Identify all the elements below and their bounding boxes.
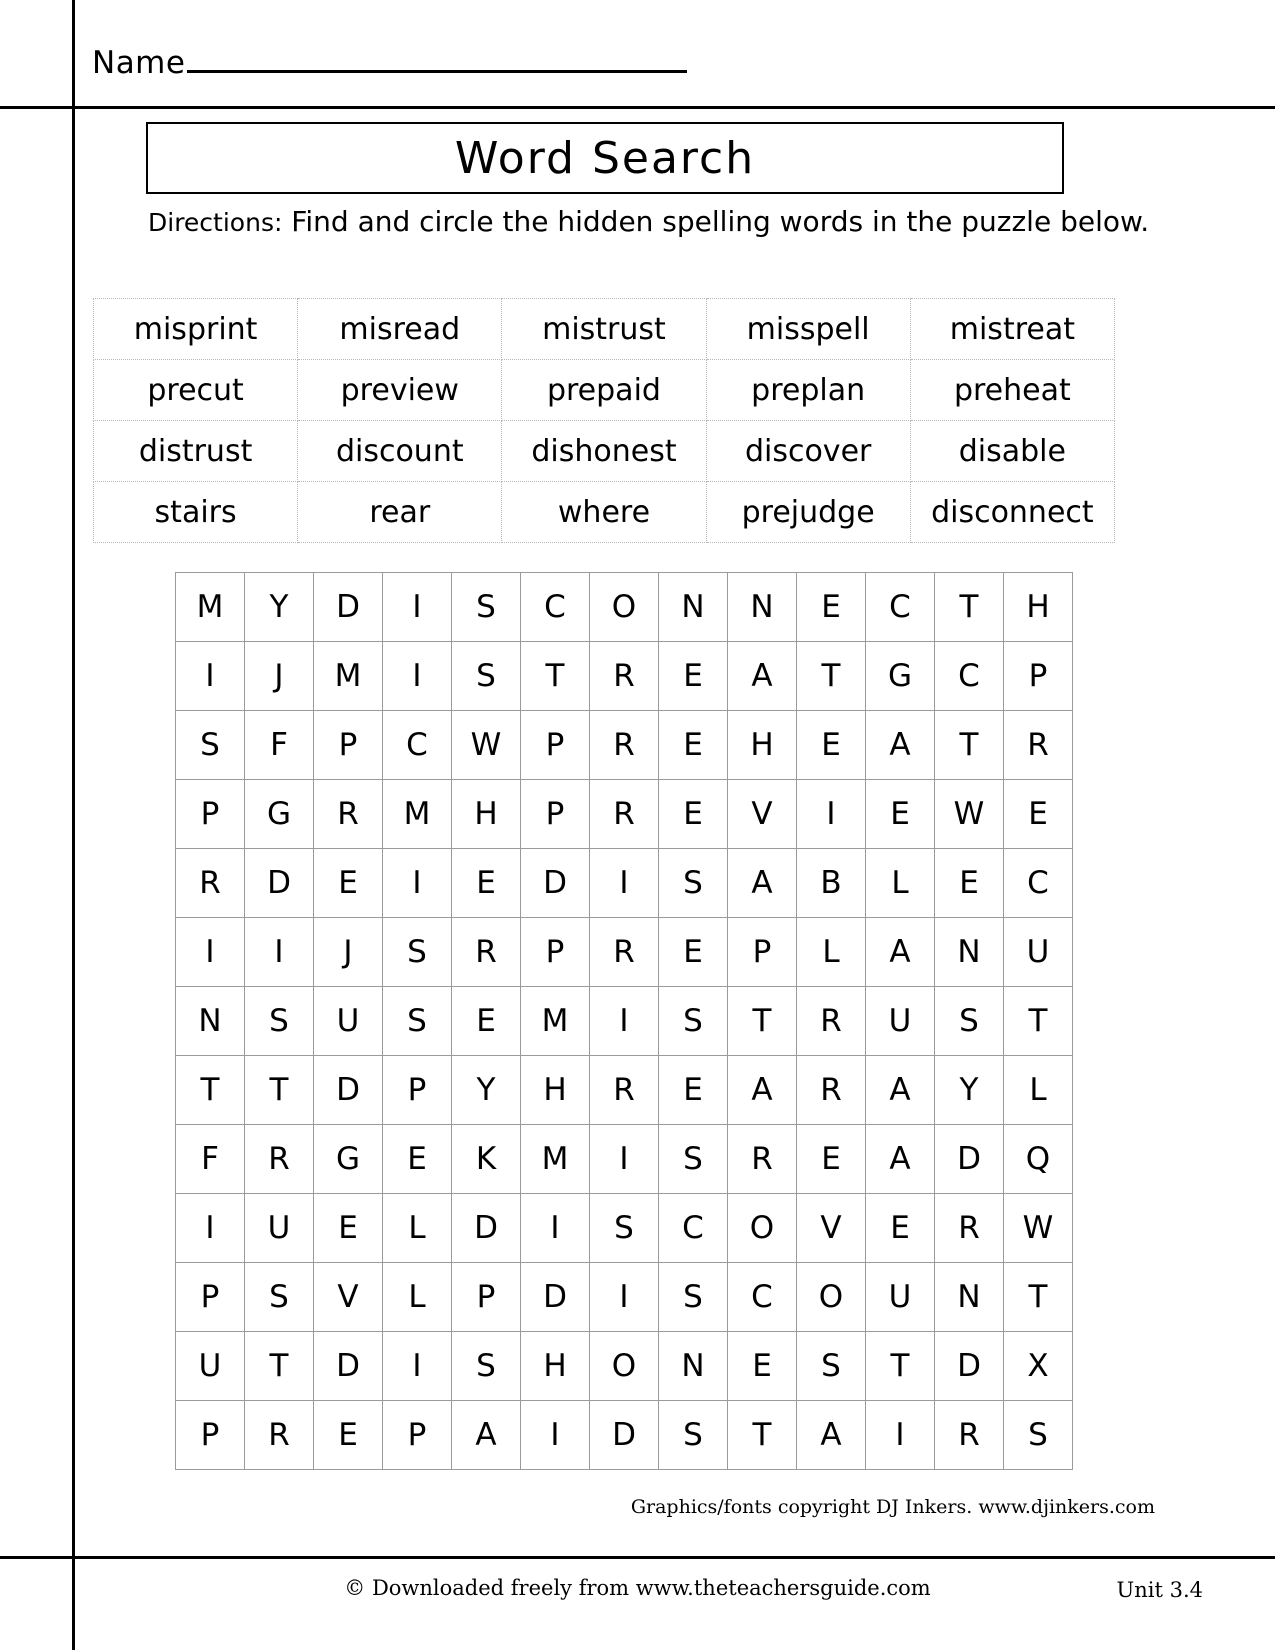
grid-cell[interactable]: R [935,1401,1004,1470]
grid-cell[interactable]: D [521,849,590,918]
grid-cell[interactable]: I [590,987,659,1056]
grid-cell[interactable]: R [245,1125,314,1194]
word-cell: rear [298,482,502,543]
grid-cell[interactable]: I [590,849,659,918]
footer-rule [0,1556,1275,1559]
grid-cell[interactable]: U [176,1332,245,1401]
grid-cell[interactable]: P [176,780,245,849]
grid-cell[interactable]: N [728,573,797,642]
grid-cell[interactable]: H [452,780,521,849]
grid-cell[interactable]: T [935,573,1004,642]
grid-cell[interactable]: M [521,987,590,1056]
left-margin-rule [72,0,75,1650]
grid-cell[interactable]: E [659,642,728,711]
grid-cell[interactable]: N [659,573,728,642]
grid-row [176,780,1073,849]
grid-cell[interactable]: R [728,1125,797,1194]
grid-cell[interactable]: E [1004,780,1073,849]
download-credit: © Downloaded freely from www.theteachersguide.com [344,1576,931,1600]
grid-cell[interactable]: P [521,711,590,780]
grid-cell[interactable]: S [659,1125,728,1194]
grid-cell[interactable]: S [797,1332,866,1401]
grid-cell[interactable]: L [383,1194,452,1263]
grid-cell[interactable]: F [176,1125,245,1194]
grid-cell[interactable]: S [935,987,1004,1056]
grid-cell[interactable]: Q [1004,1125,1073,1194]
grid-cell[interactable]: E [866,1194,935,1263]
grid-cell[interactable]: E [797,711,866,780]
grid-cell[interactable]: I [866,1401,935,1470]
grid-cell[interactable]: Y [935,1056,1004,1125]
grid-cell[interactable]: R [590,642,659,711]
grid-cell[interactable]: S [659,1401,728,1470]
word-cell: misprint [94,299,298,360]
grid-cell[interactable]: W [452,711,521,780]
grid-cell[interactable]: T [176,1056,245,1125]
grid-cell[interactable]: I [590,1263,659,1332]
grid-cell[interactable]: S [590,1194,659,1263]
grid-cell[interactable]: R [314,780,383,849]
grid-cell[interactable]: E [452,849,521,918]
grid-cell[interactable]: A [728,642,797,711]
grid-cell[interactable]: Y [245,573,314,642]
grid-cell[interactable]: G [866,642,935,711]
grid-cell[interactable]: A [866,711,935,780]
grid-cell[interactable]: L [866,849,935,918]
grid-cell[interactable]: P [383,1056,452,1125]
grid-cell[interactable]: E [797,573,866,642]
grid-cell[interactable]: R [590,918,659,987]
grid-cell[interactable]: I [383,1332,452,1401]
word-cell: prejudge [706,482,910,543]
grid-cell[interactable]: S [176,711,245,780]
graphics-credit: Graphics/fonts copyright DJ Inkers. www.djinkers.com [630,1496,1155,1518]
grid-cell[interactable]: U [1004,918,1073,987]
grid-cell[interactable]: R [452,918,521,987]
word-cell: mistrust [502,299,706,360]
grid-cell[interactable]: D [245,849,314,918]
grid-cell[interactable]: L [1004,1056,1073,1125]
grid-row [176,573,1073,642]
grid-cell[interactable]: V [728,780,797,849]
grid-cell[interactable]: S [1004,1401,1073,1470]
grid-row [176,1401,1073,1470]
grid-cell[interactable]: J [245,642,314,711]
grid-cell[interactable]: S [245,987,314,1056]
directions [148,205,1150,238]
grid-cell[interactable]: T [728,987,797,1056]
grid-cell[interactable]: E [659,711,728,780]
word-list-body [94,299,1115,543]
grid-cell[interactable]: M [176,573,245,642]
grid-cell[interactable]: I [176,918,245,987]
grid-cell[interactable]: J [314,918,383,987]
grid-cell[interactable]: L [797,918,866,987]
grid-cell[interactable]: A [866,918,935,987]
grid-cell[interactable]: E [659,780,728,849]
grid-cell[interactable]: B [797,849,866,918]
word-list-row [94,360,1115,421]
grid-cell[interactable]: H [728,711,797,780]
grid-cell[interactable]: V [797,1194,866,1263]
grid-cell[interactable]: D [521,1263,590,1332]
grid-cell[interactable]: C [866,573,935,642]
grid-cell[interactable]: D [452,1194,521,1263]
grid-cell[interactable]: K [452,1125,521,1194]
grid-cell[interactable]: D [935,1332,1004,1401]
grid-cell[interactable]: P [176,1263,245,1332]
name-field-row [92,45,687,81]
grid-cell[interactable]: P [521,918,590,987]
word-cell: stairs [94,482,298,543]
grid-cell[interactable]: S [452,1332,521,1401]
grid-cell[interactable]: C [521,573,590,642]
grid-cell[interactable]: I [383,849,452,918]
grid-cell[interactable]: E [797,1125,866,1194]
grid-row [176,642,1073,711]
grid-cell[interactable]: A [728,1056,797,1125]
grid-cell[interactable]: I [245,918,314,987]
grid-cell[interactable]: E [659,918,728,987]
grid-cell[interactable]: R [935,1194,1004,1263]
grid-cell[interactable]: Y [452,1056,521,1125]
grid-row [176,1263,1073,1332]
grid-cell[interactable]: T [245,1056,314,1125]
grid-row [176,711,1073,780]
grid-cell[interactable]: F [245,711,314,780]
word-cell: precut [94,360,298,421]
grid-cell[interactable]: T [1004,1263,1073,1332]
grid-cell[interactable]: S [659,849,728,918]
name-input-line[interactable] [187,48,687,73]
word-cell: where [502,482,706,543]
grid-cell[interactable]: A [797,1401,866,1470]
grid-cell[interactable]: D [314,573,383,642]
word-cell: misread [298,299,502,360]
grid-cell[interactable]: E [314,849,383,918]
grid-cell[interactable]: A [866,1125,935,1194]
grid-cell[interactable]: A [728,849,797,918]
grid-cell[interactable]: S [659,1263,728,1332]
grid-cell[interactable]: P [383,1401,452,1470]
grid-cell[interactable]: S [383,918,452,987]
grid-cell[interactable]: M [314,642,383,711]
word-cell: prepaid [502,360,706,421]
grid-cell[interactable]: R [245,1401,314,1470]
word-cell: dishonest [502,421,706,482]
word-list-row [94,482,1115,543]
word-cell: preview [298,360,502,421]
grid-cell[interactable]: E [314,1194,383,1263]
grid-cell[interactable]: I [176,642,245,711]
grid-cell[interactable]: T [245,1332,314,1401]
grid-cell[interactable]: D [314,1056,383,1125]
grid-row [176,1194,1073,1263]
grid-cell[interactable]: G [245,780,314,849]
grid-cell[interactable]: U [245,1194,314,1263]
word-cell: mistreat [910,299,1114,360]
word-cell: preheat [910,360,1114,421]
grid-cell[interactable]: M [521,1125,590,1194]
grid-cell[interactable]: O [728,1194,797,1263]
word-cell: misspell [706,299,910,360]
grid-cell[interactable]: M [383,780,452,849]
grid-cell[interactable]: T [1004,987,1073,1056]
grid-body [176,573,1073,1470]
grid-cell[interactable]: C [935,642,1004,711]
word-cell: discount [298,421,502,482]
grid-cell[interactable]: E [383,1125,452,1194]
grid-cell[interactable]: W [1004,1194,1073,1263]
grid-cell[interactable]: T [521,642,590,711]
grid-row [176,1056,1073,1125]
grid-cell[interactable]: V [314,1263,383,1332]
grid-cell[interactable]: T [866,1332,935,1401]
unit-label: Unit 3.4 [1116,1578,1203,1602]
grid-cell[interactable]: S [452,573,521,642]
grid-cell[interactable]: H [521,1332,590,1401]
grid-cell[interactable]: I [797,780,866,849]
grid-cell[interactable]: P [521,780,590,849]
grid-cell[interactable]: X [1004,1332,1073,1401]
grid-cell[interactable]: S [452,642,521,711]
grid-cell[interactable]: C [1004,849,1073,918]
grid-row [176,987,1073,1056]
grid-cell[interactable]: H [521,1056,590,1125]
grid-cell[interactable]: D [935,1125,1004,1194]
grid-cell[interactable]: C [659,1194,728,1263]
grid-row [176,1332,1073,1401]
grid-row [176,849,1073,918]
grid-cell[interactable]: R [797,987,866,1056]
grid-cell[interactable]: R [590,711,659,780]
grid-cell[interactable]: T [797,642,866,711]
grid-cell[interactable]: P [176,1401,245,1470]
grid-cell[interactable]: N [935,918,1004,987]
grid-cell[interactable]: L [383,1263,452,1332]
grid-cell[interactable]: I [176,1194,245,1263]
grid-cell[interactable]: T [935,711,1004,780]
title-box [146,122,1064,194]
grid-cell[interactable]: P [728,918,797,987]
grid-cell[interactable]: R [590,1056,659,1125]
grid-cell[interactable]: U [866,1263,935,1332]
grid-cell[interactable]: P [452,1263,521,1332]
grid-cell[interactable]: E [728,1332,797,1401]
grid-cell[interactable]: I [521,1401,590,1470]
word-cell: disconnect [910,482,1114,543]
grid-cell[interactable]: E [314,1401,383,1470]
grid-row [176,918,1073,987]
grid-cell[interactable]: N [176,987,245,1056]
grid-cell[interactable]: W [935,780,1004,849]
grid-row [176,1125,1073,1194]
page-title: Word Search [454,132,756,184]
grid-cell[interactable]: A [452,1401,521,1470]
grid-cell[interactable]: E [866,780,935,849]
grid-cell[interactable]: G [314,1125,383,1194]
grid-cell[interactable]: S [659,987,728,1056]
grid-cell[interactable]: R [797,1056,866,1125]
grid-cell[interactable]: C [383,711,452,780]
word-cell: disable [910,421,1114,482]
grid-cell[interactable]: R [590,780,659,849]
grid-cell[interactable]: P [1004,642,1073,711]
word-list-row [94,421,1115,482]
grid-cell[interactable]: P [314,711,383,780]
grid-cell[interactable]: E [452,987,521,1056]
grid-cell[interactable]: I [383,642,452,711]
name-label: Name [92,45,186,81]
grid-cell[interactable]: A [866,1056,935,1125]
grid-cell[interactable]: E [659,1056,728,1125]
grid-cell[interactable]: D [314,1332,383,1401]
grid-cell[interactable]: R [176,849,245,918]
word-list-row [94,299,1115,360]
grid-cell[interactable]: N [659,1332,728,1401]
word-list-table [93,298,1115,543]
grid-cell[interactable]: I [383,573,452,642]
grid-cell[interactable]: S [245,1263,314,1332]
grid-cell[interactable]: E [935,849,1004,918]
word-cell: discover [706,421,910,482]
grid-cell[interactable]: O [590,573,659,642]
grid-cell[interactable]: R [1004,711,1073,780]
grid-cell[interactable]: D [590,1401,659,1470]
grid-cell[interactable]: O [797,1263,866,1332]
grid-cell[interactable]: S [383,987,452,1056]
directions-label: Directions: [148,208,283,237]
grid-cell[interactable]: I [590,1125,659,1194]
word-cell: distrust [94,421,298,482]
grid-cell[interactable]: T [728,1401,797,1470]
word-cell: preplan [706,360,910,421]
grid-cell[interactable]: I [521,1194,590,1263]
grid-cell[interactable]: N [935,1263,1004,1332]
header-rule [0,106,1275,109]
grid-cell[interactable]: C [728,1263,797,1332]
grid-cell[interactable]: O [590,1332,659,1401]
word-search-grid [175,572,1073,1470]
grid-cell[interactable]: U [314,987,383,1056]
directions-text: Find and circle the hidden spelling words in the puzzle below. [291,205,1150,238]
grid-cell[interactable]: U [866,987,935,1056]
grid-cell[interactable]: H [1004,573,1073,642]
